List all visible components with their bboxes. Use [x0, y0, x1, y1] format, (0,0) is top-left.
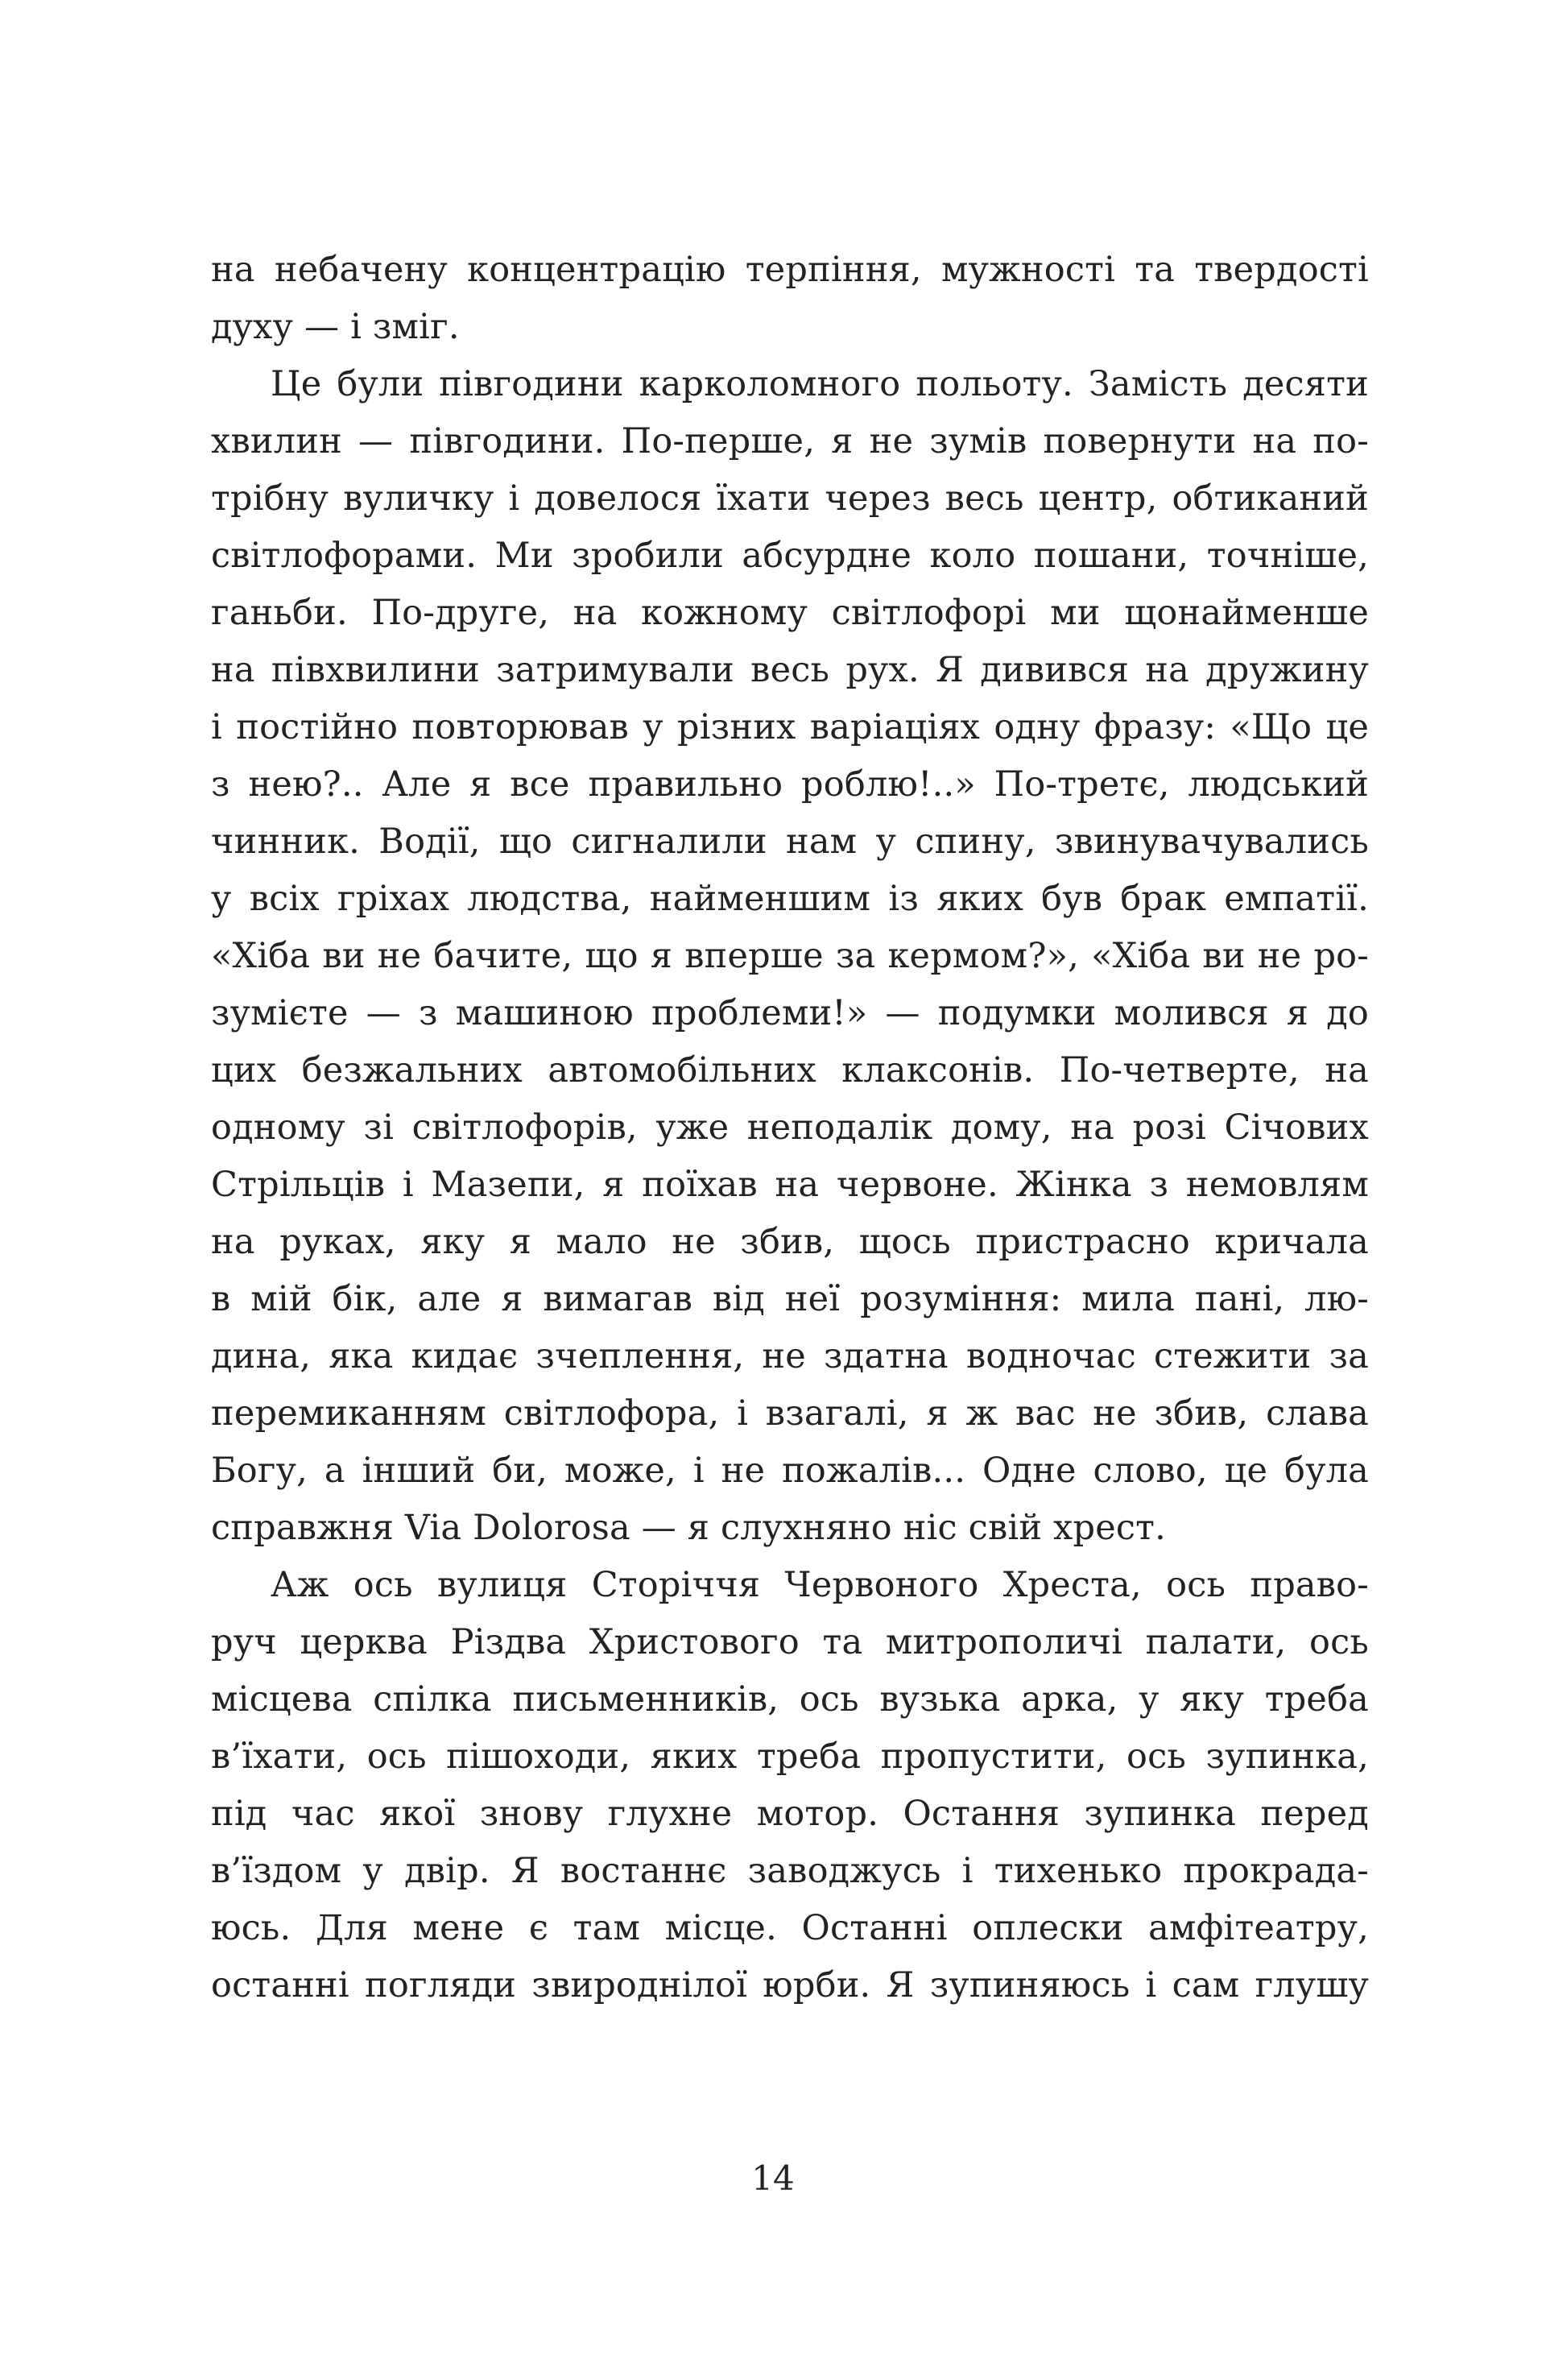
text-line: перемиканням світлофора, і взагалі, я ж вас не збив, слава — [211, 1393, 1369, 1434]
text-block — [211, 242, 1369, 2014]
text-line: і постійно повторював у різних варіаціях одну фразу: «Що це — [211, 707, 1369, 747]
text-line: ганьби. По-друге, на кожному світлофорі ми щонайменше — [211, 593, 1369, 633]
text-line: Богу, а інший би, може, і не пожалів... Одне слово, це була — [211, 1451, 1369, 1491]
text-line: трібну вуличку і довелося їхати через весь центр, обтиканий — [211, 478, 1369, 519]
text-line: Аж ось вулиця Сторіччя Червоного Хреста, ось право- — [271, 1565, 1369, 1605]
text-line: «Хіба ви не бачите, що я вперше за кермом?», «Хіба ви не ро- — [211, 936, 1369, 976]
page-number: 14 — [751, 2159, 795, 2198]
text-line: юсь. Для мене є там місце. Останні оплески амфітеатру, — [211, 1908, 1369, 1948]
text-line: дина, яка кидає зчеплення, не здатна водночас стежити за — [211, 1336, 1369, 1376]
text-line: останні погляди звироднілої юрби. Я зупиняюсь і сам глушу — [211, 1965, 1369, 2005]
text-line: світлофорами. Ми зробили абсурдне коло пошани, точніше, — [211, 536, 1369, 576]
text-line: зумієте — з машиною проблеми!» — подумки молився я до — [211, 993, 1369, 1033]
text-line: на півхвилини затримували весь рух. Я дивився на дружину — [211, 650, 1369, 690]
text-line: на руках, яку я мало не збив, щось пристрасно кричала — [211, 1222, 1369, 1262]
text-line: у всіх гріхах людства, найменшим із яких був брак емпатії. — [211, 879, 1369, 919]
text-line: справжня Via Dolorosa — я слухняно ніс свій хрест. — [211, 1508, 1167, 1548]
text-line: Стрільців і Мазепи, я поїхав на червоне. Жінка з немовлям — [211, 1165, 1369, 1205]
text-line: чинник. Водії, що сигналили нам у спину, звинувачувались — [211, 822, 1369, 862]
text-line: під час якої знову глухне мотор. Остання зупинка перед — [211, 1794, 1369, 1834]
text-line: цих безжальних автомобільних клаксонів. По-четверте, на — [211, 1050, 1369, 1091]
text-line: в’їздом у двір. Я востаннє заводжусь і тихенько прокрада- — [211, 1851, 1369, 1891]
text-line: духу — і зміг. — [211, 307, 460, 347]
text-line: хвилин — півгодини. По-перше, я не зумів повернути на по- — [211, 421, 1369, 462]
text-line: Це були півгодини карколомного польоту. Замість десяти — [271, 364, 1369, 404]
text-line: в мій бік, але я вимагав від неї розуміння: мила пані, лю- — [211, 1279, 1369, 1319]
text-line: на небачену концентрацію терпіння, мужності та твердості — [211, 250, 1369, 290]
text-line: руч церква Різдва Христового та митрополичі палати, ось — [211, 1622, 1369, 1662]
text-line: місцева спілка письменників, ось вузька арка, у яку треба — [211, 1679, 1369, 1720]
text-line: одному зі світлофорів, уже неподалік дому, на розі Січових — [211, 1107, 1369, 1148]
text-line: з нею?.. Але я все правильно роблю!..» По-третє, людський — [211, 764, 1369, 805]
text-line: в’їхати, ось пішоходи, яких треба пропустити, ось зупинка, — [211, 1736, 1369, 1777]
